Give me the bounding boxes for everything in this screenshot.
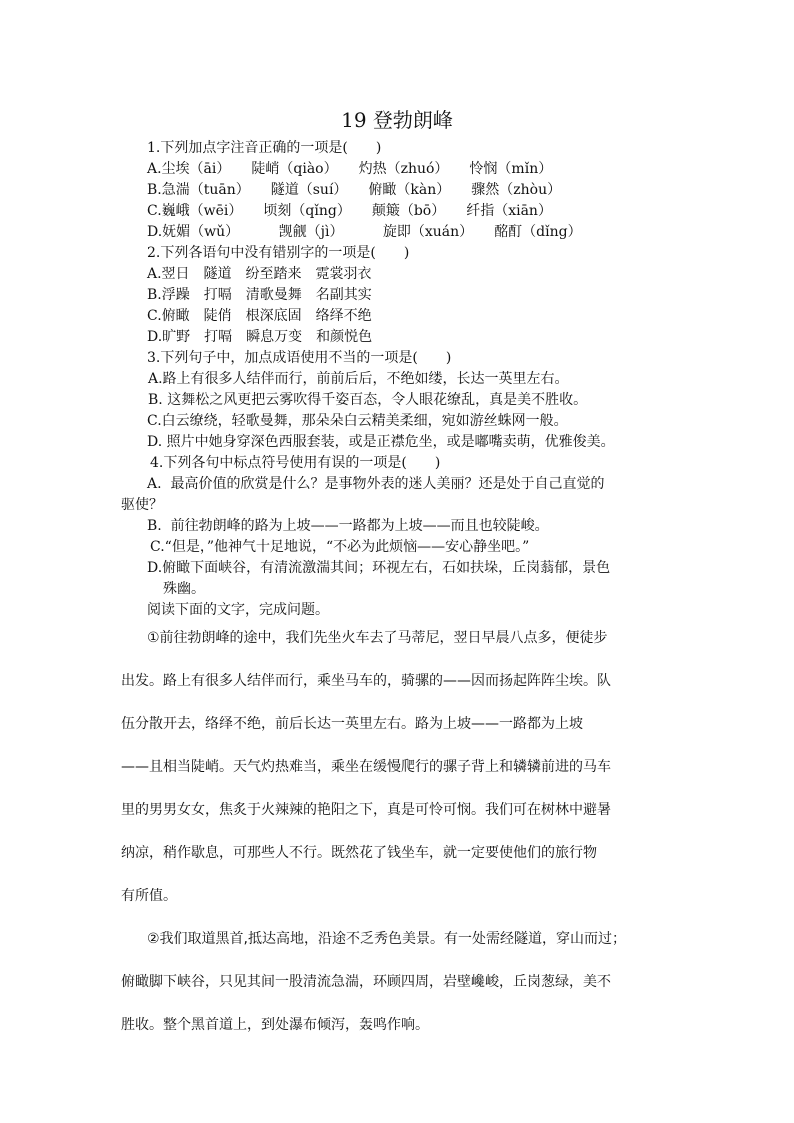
option-b: B.急湍（tuān） 隧道（suí） 俯瞰（kàn） 骤然（zhòu） (147, 182, 562, 198)
passage-line: 里的男男女女，焦炙于火辣辣的艳阳之下，真是可怜可悯。我们可在树林中避暑 (121, 802, 611, 818)
passage-line: 伍分散开去，络绎不绝，前后长达一英里左右。路为上坡——一路都为上坡 (121, 716, 583, 732)
option-a: A.尘埃（āi） 陡峭（qiào） 灼热（zhuó） 怜悯（mǐn） (147, 161, 553, 177)
passage-line: 纳凉，稍作歇息，可那些人不行。既然花了钱坐车，就一定要使他们的旅行物 (121, 845, 597, 861)
page-title: 19 登勃朗峰 (341, 108, 453, 132)
option-d: D. 照片中她身穿深色西服套装，或是正襟危坐，或是嘟嘴卖萌，优雅俊美。 (147, 434, 615, 450)
option-a: A.路上有很多人结伴而行，前前后后，不绝如缕，长达一英里左右。 (148, 371, 569, 387)
option-d: D.俯瞰下面峡谷，有清流激湍其间；环视左右，石如扶垛，丘岗蓊郁，景色 (147, 560, 611, 576)
option-d-continued: 殊幽。 (163, 581, 205, 597)
option-a: A.翌日 隧道 纷至踏来 霓裳羽衣 (147, 266, 372, 282)
option-b: B.浮躁 打嗝 清歌曼舞 名副其实 (147, 287, 372, 303)
option-a: A. 最高价值的欣赏是什么？是事物外表的迷人美丽？还是处于自己直觉的 (147, 476, 605, 492)
option-d: D.旷野 打嗝 瞬息万变 和颜悦色 (147, 329, 373, 345)
option-c: C.俯瞰 陡俏 根深底固 络绎不绝 (147, 308, 372, 324)
question-stem: 4.下列各句中标点符号使用有误的一项是( ) (150, 455, 441, 471)
question-stem: 2.下列各语句中没有错别字的一项是( ) (147, 245, 410, 261)
reading-instruction: 阅读下面的文字，完成问题。 (147, 602, 329, 618)
passage-line: ②我们取道黑首,抵达高地，沿途不乏秀色美景。有一处需经隧道，穿山而过； (147, 931, 626, 947)
option-c: C.巍峨（wēi） 顷刻（qǐng） 颠簸（bō） 纤指（xiān） (147, 203, 552, 219)
passage-line: 有所值。 (121, 888, 177, 904)
passage-line: 出发。路上有很多人结伴而行，乘坐马车的，骑骡的——因而扬起阵阵尘埃。队 (121, 673, 611, 689)
option-a-continued: 驱使？ (121, 497, 163, 513)
question-stem: 1.下列加点字注音正确的一项是( ) (147, 140, 382, 156)
option-d: D.妩媚（wǔ） 觊觎（jì） 旋即（xuán） 酩酊（dǐng） (147, 224, 582, 240)
passage-line: ——且相当陡峭。天气灼热难当，乘坐在缓慢爬行的骡子背上和辚辚前进的马车 (121, 759, 611, 775)
option-b: B. 这舞松之风更把云雾吹得千姿百态，令人眼花缭乱，真是美不胜收。 (148, 392, 588, 408)
passage-line: 俯瞰脚下峡谷，只见其间一股清流急湍，环顾四周，岩壁巉峻，丘岗葱绿，美不 (121, 974, 611, 990)
option-c: C.白云缭绕，轻歌曼舞，那朵朵白云精美柔细，宛如游丝蛛网一般。 (147, 413, 568, 429)
passage-line: ①前往勃朗峰的途中，我们先坐火车去了马蒂尼，翌日早晨八点多，便徒步 (147, 630, 608, 646)
passage-line: 胜收。整个黑首道上，到处瀑布倾泻，轰鸣作响。 (121, 1017, 429, 1033)
option-c: C.“但是，”他神气十足地说，“不必为此烦恼——安心静坐吧。” (150, 539, 530, 555)
option-b: B. 前往勃朗峰的路为上坡——一路都为上坡——而且也较陡峻。 (147, 518, 549, 534)
question-stem: 3.下列句子中，加点成语使用不当的一项是( ) (147, 350, 452, 366)
